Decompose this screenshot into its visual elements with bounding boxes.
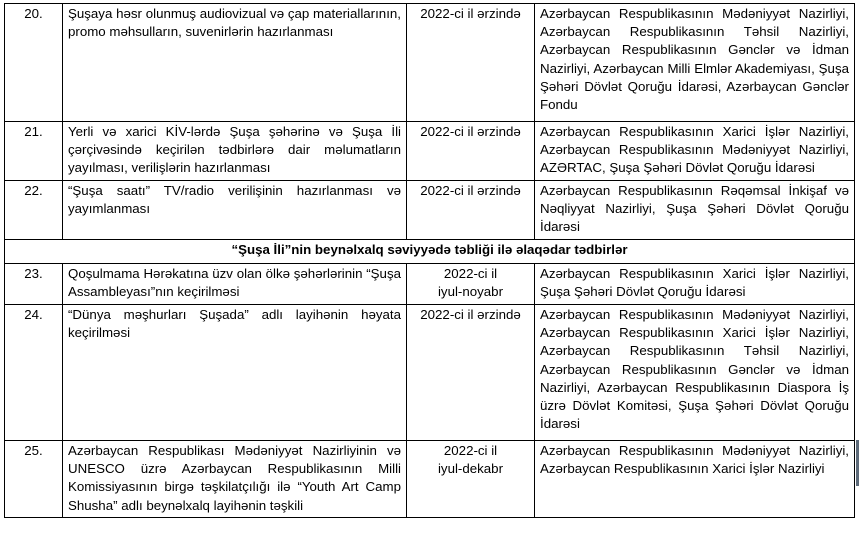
responsible-bodies: Azərbaycan Respublikasının Xarici İşlər Nazirliyi, Azərbaycan Respublikasının Mədəniyyət Nazirliyi, AZƏRTAC, Şuşa Şəhəri Dövlət Qoruğu İdarəsi [535, 122, 855, 181]
responsible-bodies: Azərbaycan Respublikasının Mədəniyyət Nazirliyi, Azərbaycan Respublikasının Xarici İşlər Nazirliyi [535, 441, 855, 518]
measure-description: “Şuşa saatı” TV/radio verilişinin hazırlanması və yayımlanması [63, 181, 407, 240]
row-number: 21. [5, 122, 63, 181]
responsible-bodies: Azərbaycan Respublikasının Mədəniyyət Nazirliyi, Azərbaycan Respublikasının Təhsil Nazirliyi, Azərbaycan Respublikasının Gənclər və İdman Nazirliyi, Azərbaycan Milli Elmlər Akademiyası, Şuşa Şəhəri Dövlət Qoruğu İdarəsi, Azərbaycan Gənclər Fondu [535, 4, 855, 122]
measure-description: “Dünya məşhurları Şuşada” adlı layihənin həyata keçirilməsi [63, 305, 407, 441]
row-number: 25. [5, 441, 63, 518]
responsible-bodies: Azərbaycan Respublikasının Mədəniyyət Nazirliyi, Azərbaycan Respublikasının Xarici İşlər Nazirliyi, Azərbaycan Respublikasının Təhsil Nazirliyi, Azərbaycan Respublikasının Gənclər və İdman Nazirliyi, Azərbaycan Respublikasının Diaspora İş üzrə Dövlət Komitəsi, Şuşa Şəhəri Dövlət Qoruğu İdarəsi [535, 305, 855, 441]
execution-period [407, 441, 535, 518]
row-number: 20. [5, 4, 63, 122]
table-row [5, 4, 855, 122]
execution-period: 2022-ci il ərzində [407, 181, 535, 240]
table-row [5, 264, 855, 305]
execution-period: 2022-ci il ərzində [407, 122, 535, 181]
table-row [5, 305, 855, 441]
execution-period-year: 2022-ci il [443, 266, 498, 281]
measure-description: Yerli və xarici KİV-lərdə Şuşa şəhərinə və Şuşa İli çərçivəsində keçirilən tədbirlərə dair məlumatların yayılması, verilişlərin hazırlanması [63, 122, 407, 181]
measures-table [4, 3, 855, 518]
measure-description: Şuşaya həsr olunmuş audiovizual və çap materiallarının, promo məhsulların, suvenirlərin hazırlanması [63, 4, 407, 122]
measure-description: Azərbaycan Respublikası Mədəniyyət Nazirliyinin və UNESCO üzrə Azərbaycan Respublikasının Milli Komissiyasının birgə təşkilatçılığı ilə “Youth Art Camp Shusha” adlı beynəlxalq layihənin təşkili [63, 441, 407, 518]
execution-period [407, 264, 535, 305]
row-number: 22. [5, 181, 63, 240]
row-number: 23. [5, 264, 63, 305]
execution-period-months: iyul-noyabr [437, 284, 504, 300]
section-heading: “Şuşa İli”nin beynəlxalq səviyyədə təbliği ilə əlaqədar tədbirlər [5, 240, 855, 264]
execution-period: 2022-ci il ərzində [407, 305, 535, 441]
row-number: 24. [5, 305, 63, 441]
execution-period-year: 2022-ci il [443, 443, 498, 458]
table-row [5, 441, 855, 518]
table-row [5, 122, 855, 181]
responsible-bodies: Azərbaycan Respublikasının Rəqəmsal İnkişaf və Nəqliyyat Nazirliyi, Şuşa Şəhəri Dövlət Qoruğu İdarəsi [535, 181, 855, 240]
execution-period: 2022-ci il ərzində [407, 4, 535, 122]
table-row [5, 181, 855, 240]
section-heading-row [5, 240, 855, 264]
execution-period-months: iyul-dekabr [437, 461, 504, 477]
responsible-bodies: Azərbaycan Respublikasının Xarici İşlər Nazirliyi, Şuşa Şəhəri Dövlət Qoruğu İdarəsi [535, 264, 855, 305]
measure-description: Qoşulmama Hərəkatına üzv olan ölkə şəhərlərinin “Şuşa Assambleyası”nın keçirilməsi [63, 264, 407, 305]
